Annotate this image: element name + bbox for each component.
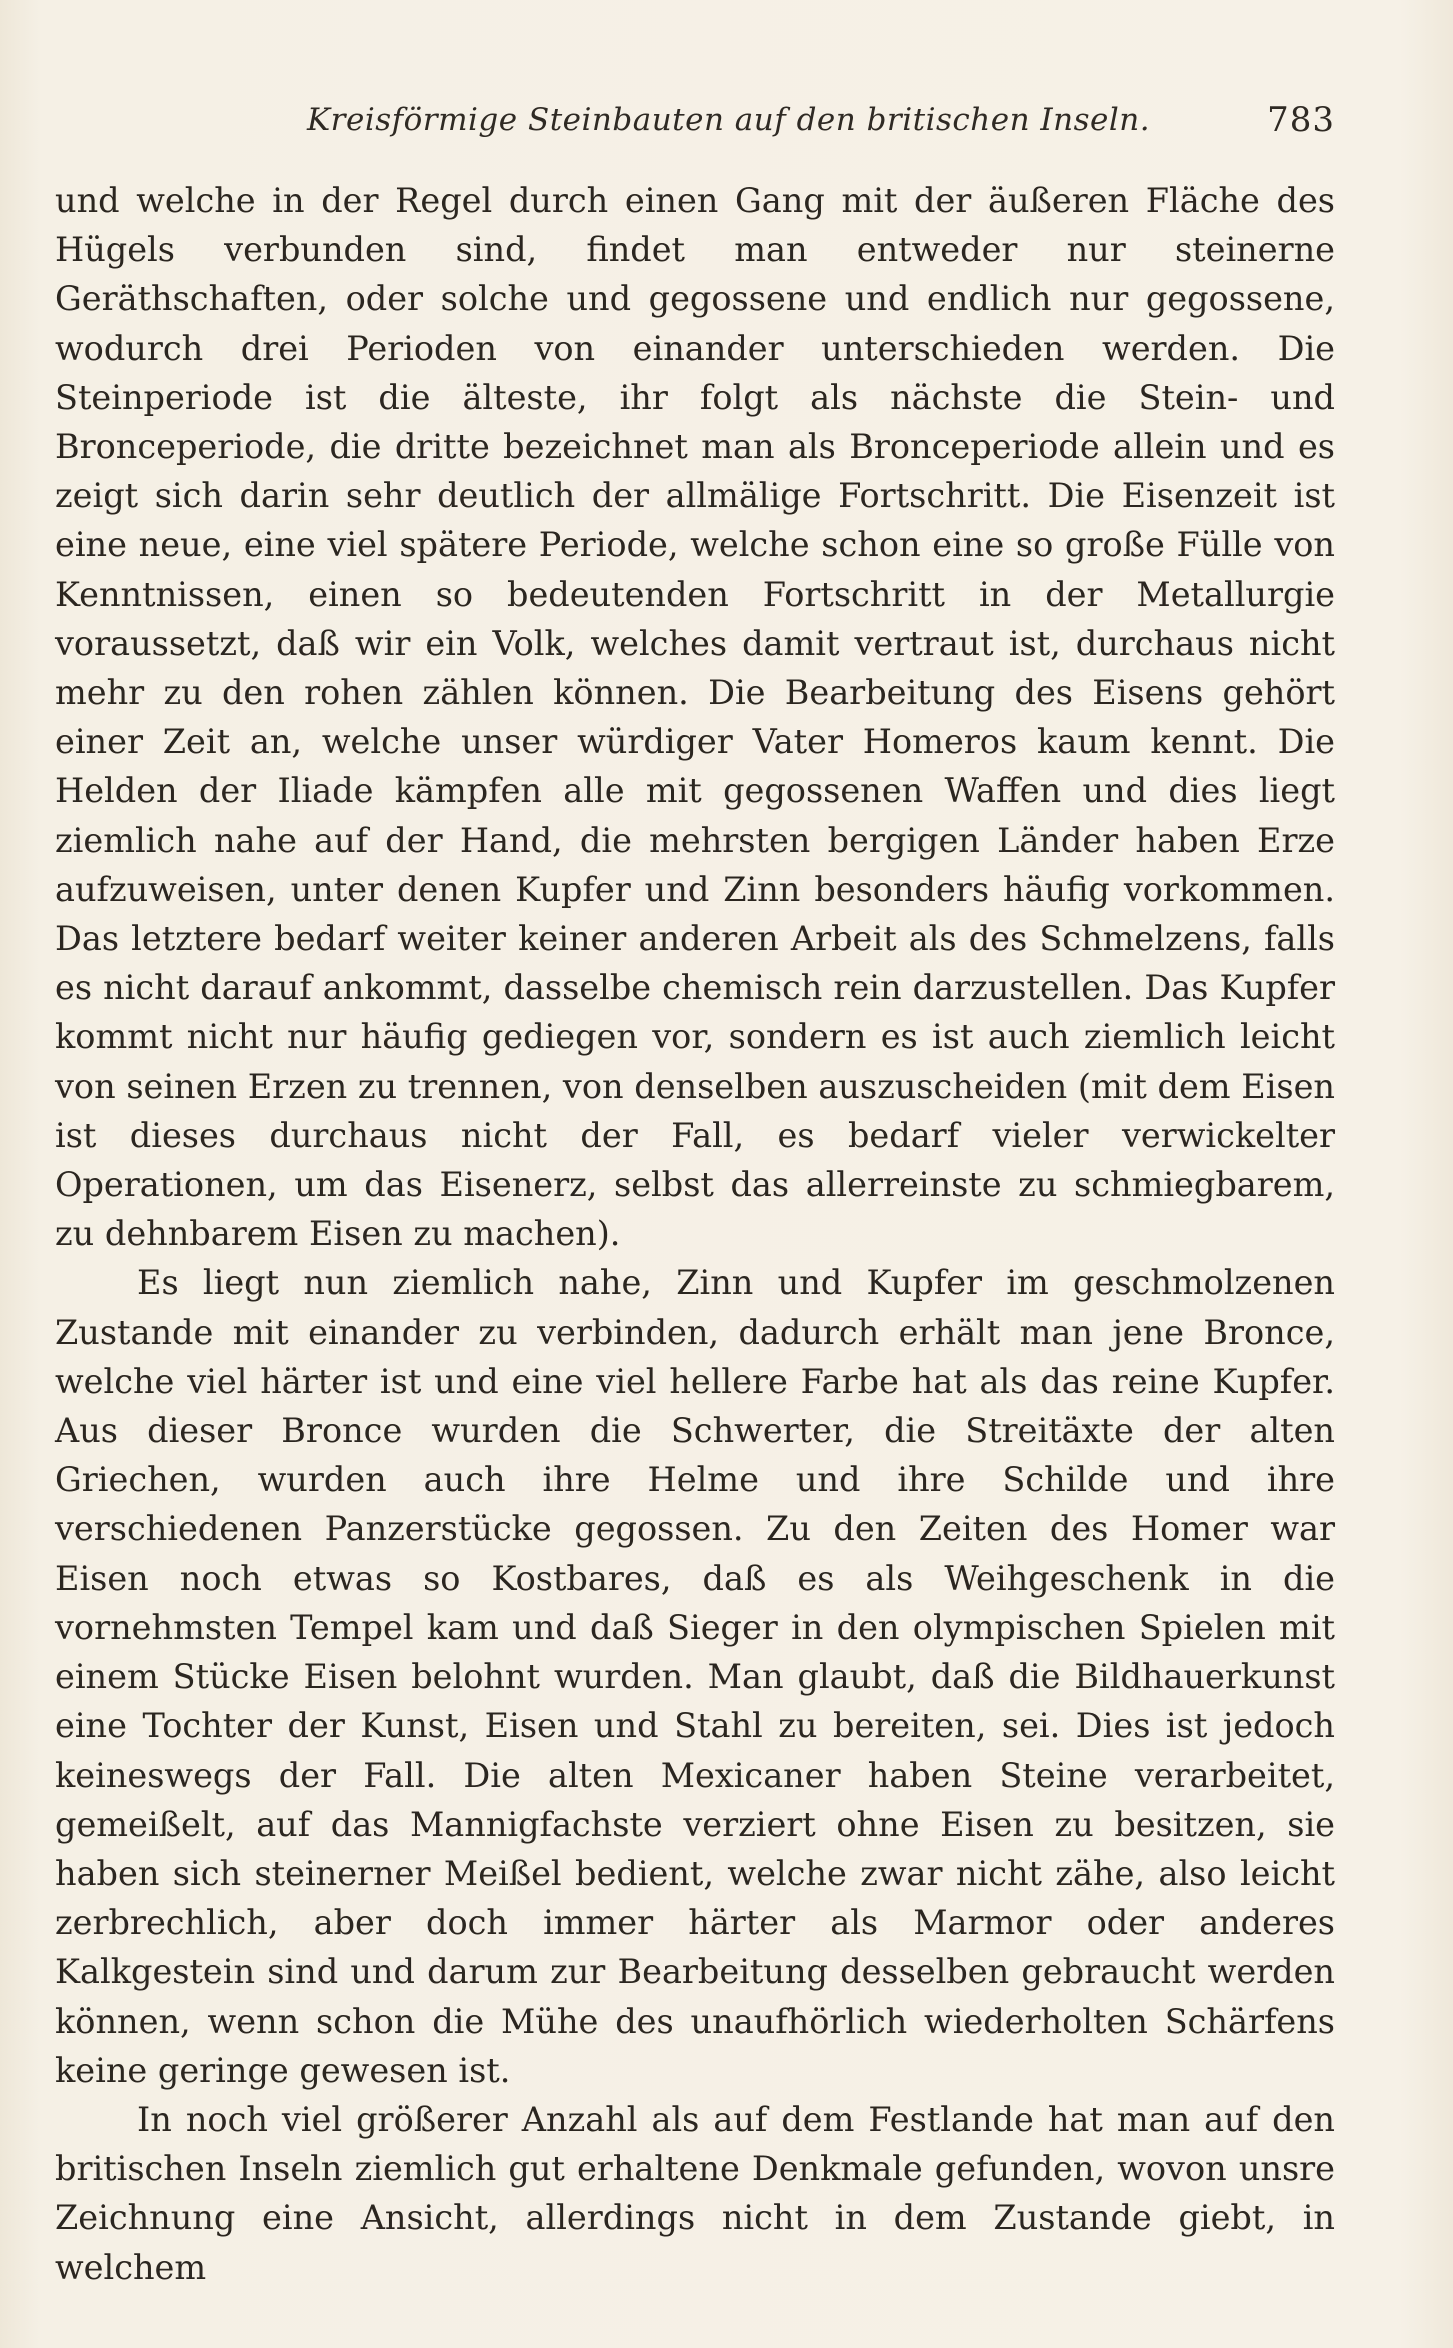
paragraph-2: Es liegt nun ziemlich nahe, Zinn und Kupfer im geschmolzenen Zustande mit einander zu verbinden, dadurch erhält man jene Bronce, welche viel härter ist und eine viel hellere Farbe hat als das reine Kupfer. Aus dieser Bronce wurden die Schwerter, die Streitäxte der alten Griechen, wurden auch ihre Helme und ihre Schilde und ihre verschiedenen Panzerstücke gegossen. Zu den Zeiten des Homer war Eisen noch etwas so Kostbares, daß es als Weihgeschenk in die vornehmsten Tempel kam und daß Sieger in den olympischen Spielen mit einem Stücke Eisen belohnt wurden. Man glaubt, daß die Bildhauerkunst eine Tochter der Kunst, Eisen und Stahl zu bereiten, sei. Dies ist jedoch keineswegs der Fall. Die alten Mexicaner haben Steine verarbeitet, gemeißelt, auf das Mannigfachste verziert ohne Eisen zu besitzen, sie haben sich steinerner Meißel bedient, welche zwar nicht zähe, also leicht zerbrechlich, aber doch immer härter als Marmor oder anderes Kalkgestein sind und darum zur Bearbeitung desselben gebraucht werden können, wenn schon die Mühe des unaufhörlich wiederholten Schärfens keine geringe gewesen ist.	[55, 1263, 1335, 2090]
page-number: 783	[1267, 100, 1335, 140]
paragraph-3: In noch viel größerer Anzahl als auf dem Festlande hat man auf den britischen Inseln ziemlich gut erhaltene Denkmale gefunden, wovon unsre Zeichnung eine Ansicht, allerdings nicht in dem Zustande giebt, in welchem	[55, 2099, 1335, 2287]
page-header	[55, 96, 1335, 144]
running-title: Kreisförmige Steinbauten auf den britischen Inseln.	[307, 102, 1151, 138]
body-text	[55, 176, 1335, 2292]
paragraph-1: und welche in der Regel durch einen Gang mit der äußeren Fläche des Hügels verbunden sind, findet man entweder nur steinerne Geräthschaften, oder solche und gegossene und endlich nur gegossene, wodurch drei Perioden von einander unterschieden werden. Die Steinperiode ist die älteste, ihr folgt als nächste die Stein- und Bronceperiode, die dritte bezeichnet man als Bronceperiode allein und es zeigt sich darin sehr deutlich der allmälige Fortschritt. Die Eisenzeit ist eine neue, eine viel spätere Periode, welche schon eine so große Fülle von Kenntnissen, einen so bedeutenden Fortschritt in der Metallurgie voraussetzt, daß wir ein Volk, welches damit vertraut ist, durchaus nicht mehr zu den rohen zählen können. Die Bearbeitung des Eisens gehört einer Zeit an, welche unser würdiger Vater Homeros kaum kennt. Die Helden der Iliade kämpfen alle mit gegossenen Waffen und dies liegt ziemlich nahe auf der Hand, die mehrsten bergigen Länder haben Erze aufzuweisen, unter denen Kupfer und Zinn besonders häufig vorkommen. Das letztere bedarf weiter keiner anderen Arbeit als des Schmelzens, falls es nicht darauf ankommt, dasselbe chemisch rein darzustellen. Das Kupfer kommt nicht nur häufig gediegen vor, sondern es ist auch ziemlich leicht von seinen Erzen zu trennen, von denselben auszuscheiden (mit dem Eisen ist dieses durchaus nicht der Fall, es bedarf vieler verwickelter Operationen, um das Eisenerz, selbst das allerreinste zu schmiegbarem, zu dehnbarem Eisen zu machen).	[55, 181, 1335, 1254]
